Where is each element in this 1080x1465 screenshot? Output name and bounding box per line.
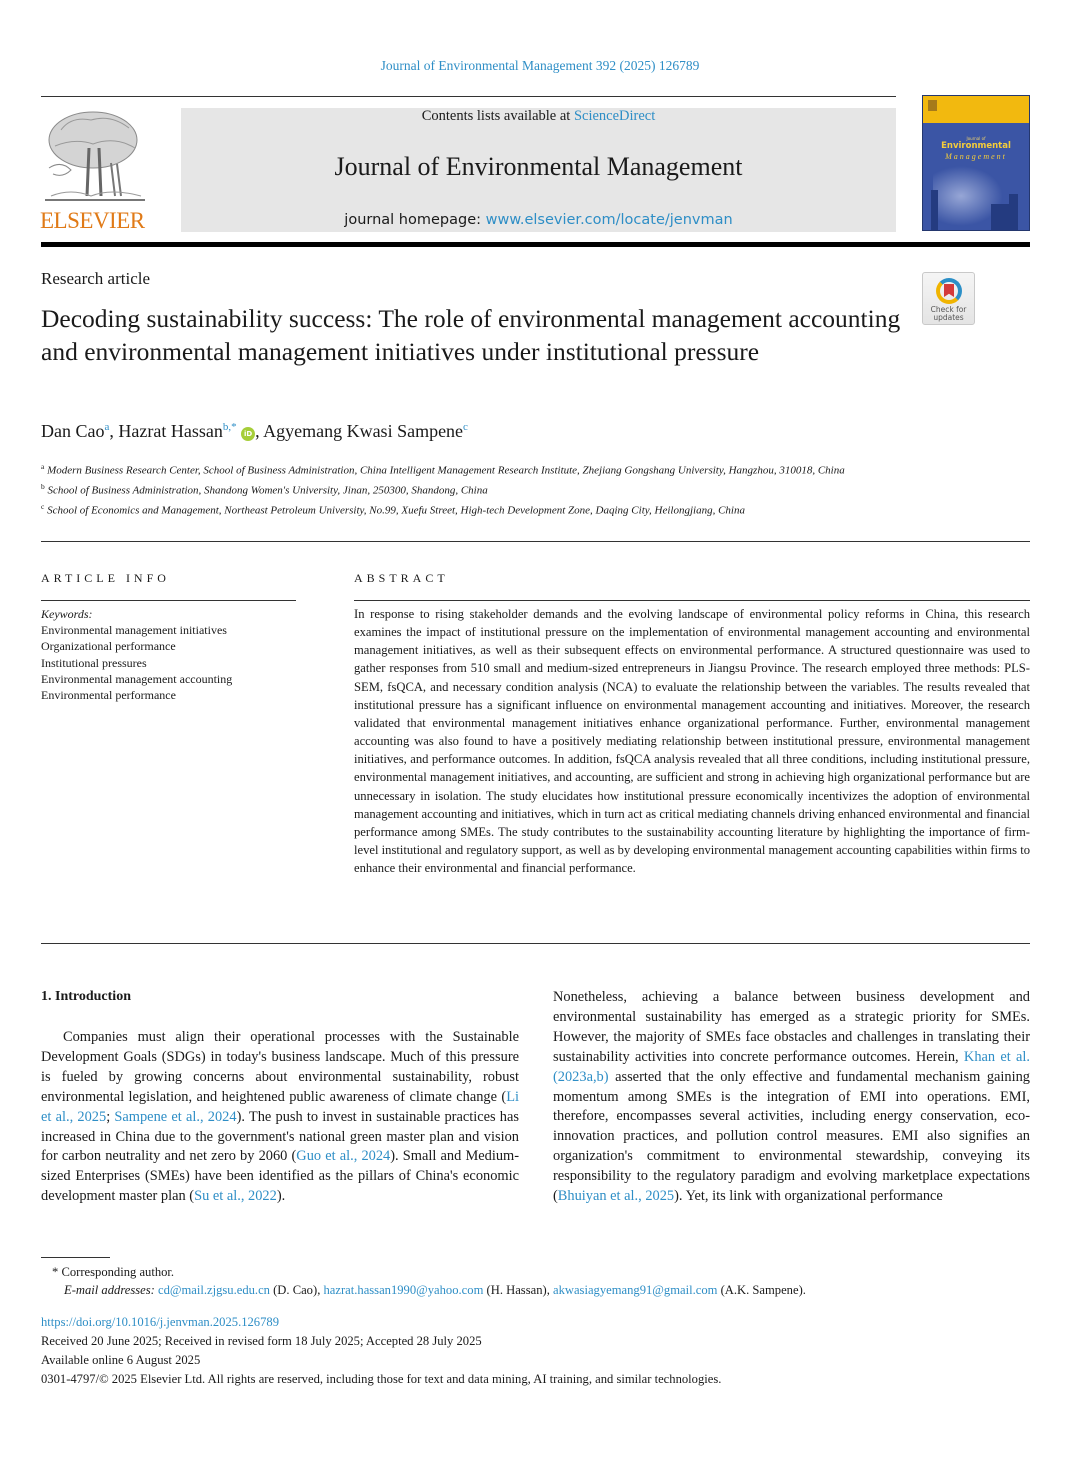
corresponding-author-note: * Corresponding author.: [52, 1265, 175, 1279]
cover-elsevier-icon: [928, 100, 937, 111]
publication-info: [41, 1313, 1041, 1389]
email-owner: (H. Hassan): [486, 1283, 547, 1297]
cover-text-environmental: Environmental: [941, 141, 1011, 151]
affiliations: [41, 459, 1031, 519]
check-updates-line2: updates: [933, 313, 964, 322]
abstract-heading: ABSTRACT: [354, 571, 449, 585]
body-text: ). The push to invest in sustainable practices has increased in China due to the government's national green master plan and vision for carbon neutrality and net zero by 2060 (: [41, 1108, 519, 1165]
journal-title: Journal of Environmental Management: [334, 152, 743, 181]
running-head[interactable]: Journal of Environmental Management 392 (2025) 126789: [380, 58, 700, 73]
affiliation: [41, 459, 1031, 479]
affiliation-text: Modern Business Research Center, School of Business Administration, China Intelligent Management Research Institute, Zhejiang Gongshang University, Hangzhou, 310018, China: [47, 464, 845, 477]
check-updates-line1: Check for: [930, 305, 967, 314]
check-updates-label: [923, 306, 974, 322]
author-name[interactable]: Hazrat Hassan: [118, 421, 223, 441]
cover-text-journal-of: Journal of: [966, 136, 986, 141]
citation-link[interactable]: Li et al., 2025: [41, 1088, 519, 1125]
keyword: Organizational performance: [41, 639, 176, 654]
body-text: ). Yet, its link with organizational performance: [674, 1188, 943, 1205]
divider: [41, 600, 296, 601]
affiliation-mark: c: [41, 502, 45, 512]
citation-link[interactable]: Su et al., 2022: [194, 1188, 277, 1205]
cover-chimney: [1009, 194, 1018, 230]
citation-link[interactable]: Khan et al. (2023a,b): [553, 1048, 1031, 1085]
citation-link[interactable]: Sampene et al., 2024: [114, 1108, 237, 1125]
email-link[interactable]: hazrat.hassan1990@yahoo.com: [323, 1283, 484, 1297]
homepage-line: [181, 212, 896, 228]
contents-prefix: Contents lists available at: [421, 108, 574, 124]
citation-link[interactable]: Bhuiyan et al., 2025: [557, 1188, 675, 1205]
keyword: Environmental management initiatives: [41, 623, 227, 638]
article-type: Research article: [41, 269, 151, 288]
affiliation-text: School of Economics and Management, Northeast Petroleum University, No.99, Xuefu Street, High-tech Development Zone, Daqing City, Heilongjiang, China: [47, 504, 745, 517]
author-name[interactable]: Agyemang Kwasi Sampene: [263, 421, 464, 441]
affiliation: [41, 499, 1031, 519]
email-label: E-mail addresses:: [64, 1283, 155, 1297]
journal-banner: [181, 108, 896, 232]
body-text: Companies must align their operational processes with the Sustainable Development Goals (SDGs) in today's business landscape. Much of this pressure is fueled by growing concerns about environmental sustainability, robust environmental legislation, and heightened public awareness of climate change (: [41, 1029, 519, 1105]
divider: [41, 943, 1030, 944]
affiliation-text: School of Business Administration, Shandong Women's University, Jinan, 250300, Shandong, China: [47, 484, 488, 497]
body-text: ;: [106, 1108, 115, 1125]
author-affiliation-mark[interactable]: a: [104, 421, 110, 433]
homepage-prefix: journal homepage:: [344, 212, 486, 228]
email-owner: (D. Cao): [273, 1283, 318, 1297]
body-text: ).: [276, 1188, 286, 1205]
footnote-rule: [41, 1257, 110, 1258]
affiliation-mark: a: [41, 462, 45, 471]
email-link[interactable]: cd@mail.zjgsu.edu.cn: [157, 1283, 270, 1297]
abstract-text: In response to rising stakeholder demands and the evolving landscape of environmental policy reforms in China, this research examines the impact of institutional pressure on the implementation of environmental management accounting and environmental management initiatives, as well as their subsequent effects on environmental performance. A structured questionnaire was used to gather responses from 510 small and medium-sized entrepreneurs in Jiangsu Province. The research employed three methods: PLS-SEM, fsQCA, and necessary condition analysis (NCA) to evaluate the relationship between the variables. The results revealed that institutional pressure has a significant influence on environmental management accounting and initiatives. Moreover, the research validated that environmental management initiatives enhance organizational performance. Further, environmental management accounting was also found to have a positively mediating relationship between institutional pressure, environmental management initiatives, and performance outcomes. In addition, fsQCA analysis revealed that all three conditions, including institutional pressure, environmental management initiatives, and accounting, are sufficient and strong in achieving high organizational performance but are unnecessary in isolation. The study elucidates how institutional pressure economically incentivizes the adoption of environmental management accounting and initiatives, which in turn act as critical mediating channels driving enhanced environmental and financial performance among SMEs. The study contributes to the sustainability accounting literature by highlighting the importance of firm-level institutional and regulatory support, as well as by developing environmental management accounting capabilities within firms to enhance their environmental and financial performance.: [354, 607, 1030, 876]
contents-line: [181, 108, 896, 125]
section-heading-introduction: 1. Introduction: [41, 989, 131, 1004]
divider: [41, 541, 1030, 542]
sciencedirect-link[interactable]: ScienceDirect: [573, 108, 656, 124]
article-info-heading: ARTICLE INFO: [41, 571, 170, 585]
cover-chimney: [931, 190, 938, 230]
check-for-updates-button[interactable]: [922, 272, 975, 325]
paper-title: Decoding sustainability success: The role of environmental management accounting and environmental management initiatives under institutional pressure: [41, 304, 901, 366]
email-link[interactable]: akwasiagyemang91@gmail.com: [552, 1283, 718, 1297]
article-history: Received 20 June 2025; Received in revised form 18 July 2025; Accepted 28 July 2025: [41, 1334, 482, 1348]
divider: [354, 600, 1030, 601]
cover-band: [923, 96, 1029, 123]
footnotes: [52, 1263, 1032, 1299]
keywords-label: Keywords:: [41, 607, 93, 621]
body-text: ). Small and Medium-sized Enterprises (SMEs) have been identified as the pillars of China's economic development master plan (: [41, 1148, 519, 1205]
email-addresses: E-mail addresses: cd@mail.zjgsu.edu.cn (D. Cao), hazrat.hassan1990@yahoo.com (H. Hassan), akwasiagyemang91@gmail.com (A.K. Sampene).: [64, 1283, 806, 1297]
author-affiliation-mark[interactable]: c: [463, 421, 468, 433]
keyword: Institutional pressures: [41, 655, 147, 670]
author-name[interactable]: Dan Cao: [41, 421, 105, 441]
header-thick-rule: [41, 242, 1030, 247]
body-text: Nonetheless, achieving a balance between business development and environmental sustainability has emerged as a strategic priority for SMEs. However, the majority of SMEs face obstacles and challenges in translating their sustainability activities into concrete performance outcomes. Herein,: [553, 989, 1030, 1065]
keyword: Environmental performance: [41, 688, 176, 703]
citation-link[interactable]: Guo et al., 2024: [296, 1148, 391, 1165]
doi-link[interactable]: https://doi.org/10.1016/j.jenvman.2025.126789: [41, 1315, 279, 1329]
copyright-notice: 0301-4797/© 2025 Elsevier Ltd. All rights are reserved, including those for text and data mining, AI training, and similar technologies.: [41, 1372, 722, 1386]
author-affiliation-mark[interactable]: b,*: [222, 421, 237, 433]
author-list: Dan Cao$^a$, Hazrat Hassan$^{b,*}$ iD , Agyemang Kwasi Sampene$^c$: [41, 421, 468, 441]
email-owner: (A.K. Sampene).: [720, 1283, 806, 1297]
cover-building: [991, 204, 1009, 230]
cover-text-management: Management: [945, 152, 1007, 161]
affiliation-mark: b: [41, 482, 45, 492]
homepage-link[interactable]: www.elsevier.com/locate/jenvman: [485, 212, 733, 228]
journal-cover-image[interactable]: [922, 95, 1030, 231]
affiliation: [41, 479, 1031, 499]
keywords-block: [41, 606, 301, 703]
keyword: Environmental management accounting: [41, 671, 233, 686]
body-column-right: [553, 988, 1030, 1207]
header-rule: [41, 96, 896, 97]
orcid-icon[interactable]: iD: [241, 427, 255, 441]
publisher-name: ELSEVIER: [40, 208, 145, 233]
body-text: asserted that the only effective and fundamental mechanism gaining momentum among SMEs is the integration of EMI into operations. EMI, therefore, encompasses several activities, including energy conservation, eco-innovation practices, and pollution control measures. EMI also signifies an organization's commitment to environmental stewardship, conveying its responsibility to the regulatory paradigm and evolving marketplace expectations (: [553, 1068, 1030, 1205]
body-column-left: [41, 1028, 519, 1207]
available-online: Available online 6 August 2025: [41, 1353, 201, 1367]
